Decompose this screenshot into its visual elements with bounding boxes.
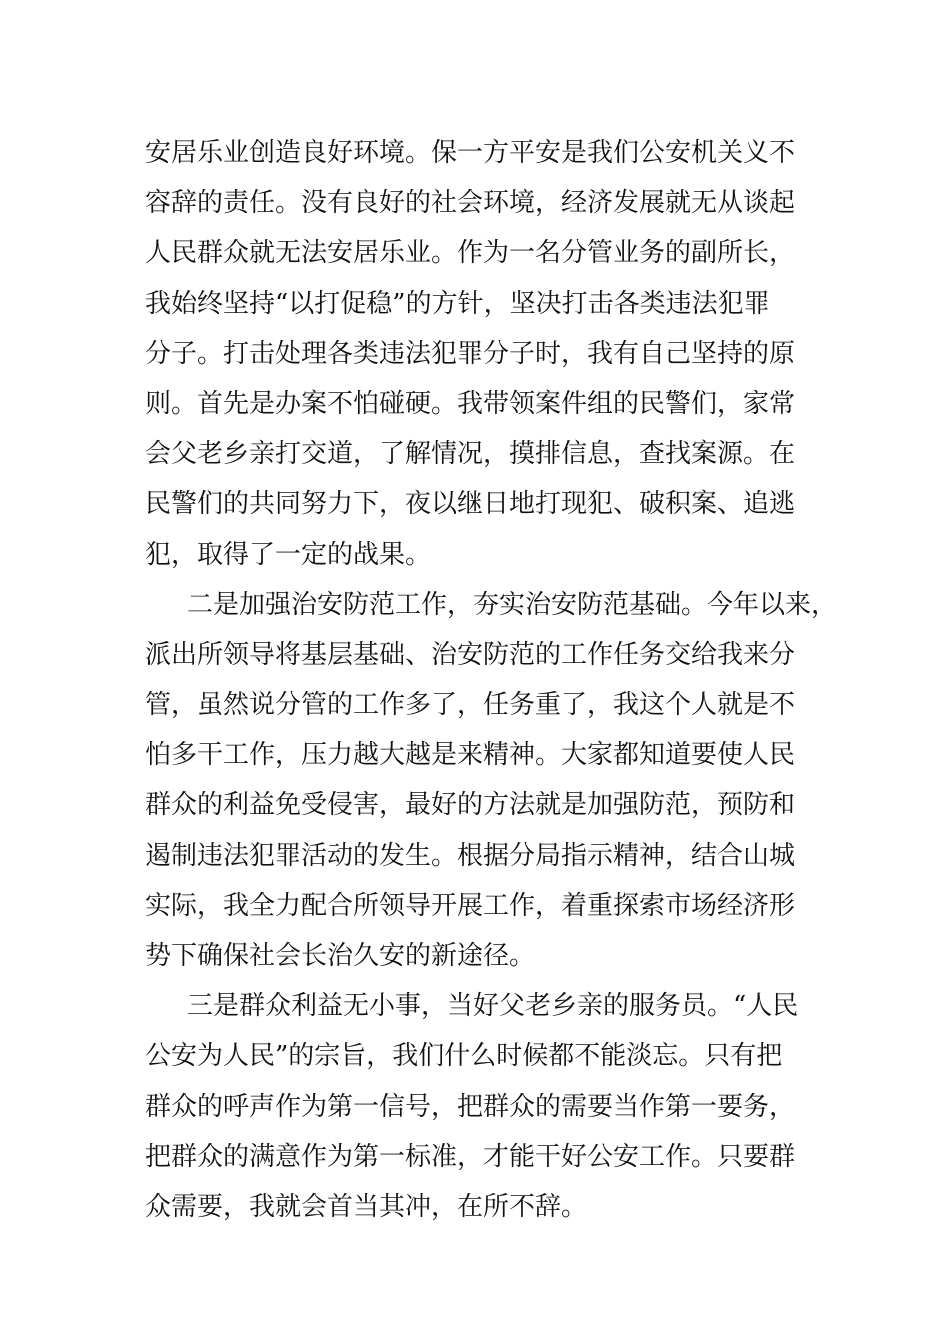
text-line: 我始终坚持“以打促稳”的方针，坚决打击各类违法犯罪 xyxy=(145,288,770,319)
text-line: 把群众的满意作为第一标准，才能干好公安工作。只要群 xyxy=(145,1141,796,1172)
text-line: 犯，取得了一定的战果。 xyxy=(145,539,432,570)
text-line-first: 三是群众利益无小事，当好父老乡亲的服务员。“人民 xyxy=(187,991,799,1022)
paragraph-1 xyxy=(145,128,845,580)
text-line: 群众的呼声作为第一信号，把群众的需要当作第一要务， xyxy=(145,1091,796,1122)
text-line: 怕多干工作，压力越大越是来精神。大家都知道要使人民 xyxy=(145,740,796,771)
text-line: 管，虽然说分管的工作多了，任务重了，我这个人就是不 xyxy=(145,690,796,721)
text-line: 分子。打击处理各类违法犯罪分子时，我有自己坚持的原 xyxy=(145,338,796,369)
paragraph-3 xyxy=(145,981,845,1232)
text-line: 众需要，我就会首当其冲，在所不辞。 xyxy=(145,1191,588,1222)
text-line: 公安为人民”的宗旨，我们什么时候都不能淡忘。只有把 xyxy=(145,1041,783,1072)
text-line: 人民群众就无法安居乐业。作为一名分管业务的副所长， xyxy=(145,238,796,269)
text-line: 遏制违法犯罪活动的发生。根据分局指示精神，结合山城 xyxy=(145,840,796,871)
text-line: 则。首先是办案不怕碰硬。我带领案件组的民警们，家常 xyxy=(145,388,796,419)
text-line: 民警们的共同努力下，夜以继日地打现犯、破积案、追逃 xyxy=(145,489,796,520)
text-line-first: 二是加强治安防范工作，夯实治安防范基础。今年以来， xyxy=(187,589,838,620)
text-line: 派出所领导将基层基础、治安防范的工作任务交给我来分 xyxy=(145,639,796,670)
paragraph-2 xyxy=(145,580,845,982)
text-line: 会父老乡亲打交道，了解情况，摸排信息，查找案源。在 xyxy=(145,439,796,470)
text-line: 容辞的责任。没有良好的社会环境，经济发展就无从谈起 xyxy=(145,188,796,219)
text-line: 群众的利益免受侵害，最好的方法就是加强防范，预防和 xyxy=(145,790,796,821)
document-body xyxy=(145,128,845,1232)
text-line: 安居乐业创造良好环境。保一方平安是我们公安机关义不 xyxy=(145,138,796,168)
text-line: 实际，我全力配合所领导开展工作，着重探索市场经济形 xyxy=(145,890,796,921)
text-line: 势下确保社会长治久安的新途径。 xyxy=(145,941,536,971)
